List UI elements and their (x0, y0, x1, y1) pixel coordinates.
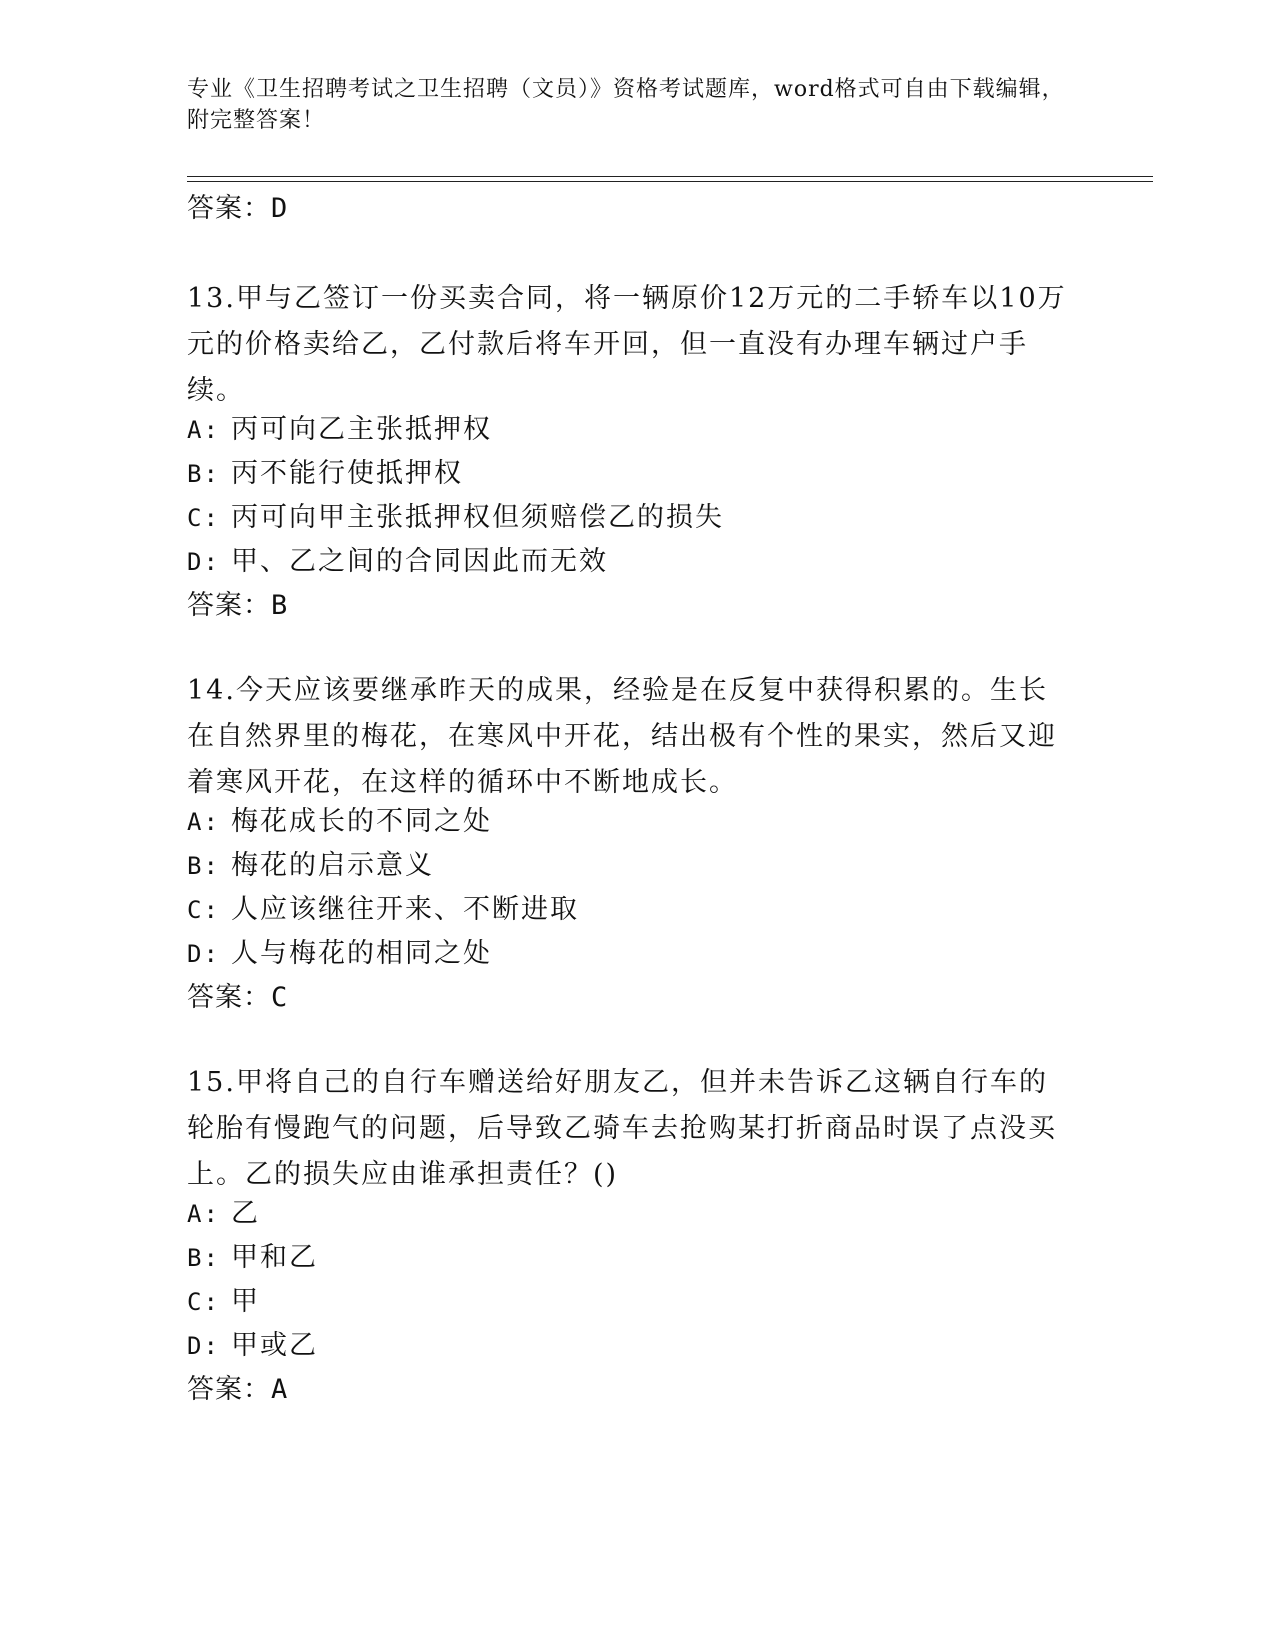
question-14-option-d (187, 936, 492, 972)
answer-value: A (271, 1374, 289, 1405)
option-text: 丙可向甲主张抵押权但须赔偿乙的损失 (231, 502, 724, 533)
option-text: 甲、乙之间的合同因此而无效 (231, 546, 608, 577)
option-key: C: (187, 504, 220, 532)
option-key: B: (187, 460, 220, 488)
answer-line-15 (187, 1372, 288, 1408)
answer-value: C (271, 982, 289, 1013)
answer-line-13 (187, 588, 288, 624)
option-text: 人与梅花的相同之处 (231, 938, 492, 969)
option-text: 甲或乙 (231, 1330, 318, 1361)
question-14-option-c (187, 892, 579, 928)
option-key: B: (187, 852, 220, 880)
document-header: 专业《卫生招聘考试之卫生招聘（文员）》资格考试题库，word格式可自由下载编辑，附完整答案！ (187, 77, 1065, 133)
option-text: 人应该继往开来、不断进取 (231, 894, 579, 925)
option-text: 梅花的启示意义 (231, 850, 434, 881)
option-key: A: (187, 808, 220, 836)
option-key: A: (187, 1200, 220, 1228)
answer-line-14 (187, 980, 288, 1016)
option-text: 丙可向乙主张抵押权 (231, 414, 492, 445)
option-key: D: (187, 1332, 220, 1360)
question-13-option-a (187, 412, 492, 448)
option-text: 丙不能行使抵押权 (231, 458, 463, 489)
question-15-stem: 15.甲将自己的自行车赠送给好朋友乙，但并未告诉乙这辆自行车的轮胎有慢跑气的问题，后导致乙骑车去抢购某打折商品时误了点没买上。乙的损失应由谁承担责任？() (187, 1067, 1057, 1190)
question-14-option-a (187, 804, 492, 840)
option-text: 甲和乙 (231, 1242, 318, 1273)
question-13-option-c (187, 500, 724, 536)
option-text: 乙 (231, 1198, 260, 1229)
question-15-option-d (187, 1328, 318, 1364)
option-key: C: (187, 896, 220, 924)
option-key: D: (187, 548, 220, 576)
question-14-stem: 14.今天应该要继承昨天的成果，经验是在反复中获得积累的。生长在自然界里的梅花，在寒风中开花，结出极有个性的果实，然后又迎着寒风开花，在这样的循环中不断地成长。 (187, 675, 1057, 798)
option-key: D: (187, 940, 220, 968)
question-15-option-a (187, 1196, 260, 1232)
header-rule-bottom (187, 181, 1153, 182)
option-text: 梅花成长的不同之处 (231, 806, 492, 837)
answer-label: 答案： (187, 590, 271, 621)
question-15-option-b (187, 1240, 318, 1276)
answer-line-12 (187, 191, 288, 227)
header-rule-top (187, 176, 1153, 177)
question-13-option-d (187, 544, 608, 580)
option-key: B: (187, 1244, 220, 1272)
question-14-option-b (187, 848, 434, 884)
answer-label: 答案： (187, 193, 271, 224)
question-13-option-b (187, 456, 463, 492)
answer-value: D (271, 193, 289, 224)
answer-value: B (271, 590, 289, 621)
question-13-stem: 13.甲与乙签订一份买卖合同，将一辆原价12万元的二手轿车以10万元的价格卖给乙，乙付款后将车开回，但一直没有办理车辆过户手续。 (187, 283, 1067, 406)
answer-label: 答案： (187, 982, 271, 1013)
option-key: A: (187, 416, 220, 444)
option-key: C: (187, 1288, 220, 1316)
answer-label: 答案： (187, 1374, 271, 1405)
question-15-option-c (187, 1284, 260, 1320)
option-text: 甲 (231, 1286, 260, 1317)
